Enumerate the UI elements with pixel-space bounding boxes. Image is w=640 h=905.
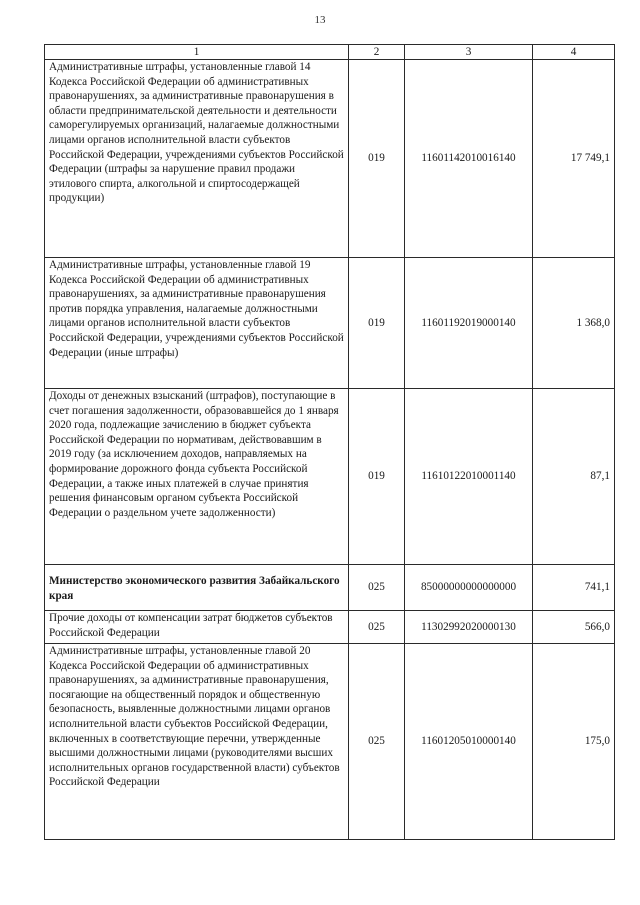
budget-classification-code: 11302992020000130: [405, 611, 533, 644]
table-row: [45, 644, 615, 840]
revenue-name: Прочие доходы от компенсации затрат бюджетов субъектов Российской Федерации: [45, 611, 349, 644]
amount: 566,0: [533, 611, 615, 644]
administrator-code: 019: [349, 258, 405, 389]
administrator-code: 025: [349, 565, 405, 611]
administrator-code: 025: [349, 611, 405, 644]
revenue-name: Министерство экономического развития Забайкальского края: [45, 565, 349, 611]
table-header-row: [45, 45, 615, 60]
column-header-3: 3: [405, 45, 533, 60]
column-header-4: 4: [533, 45, 615, 60]
budget-classification-code: 11601142010016140: [405, 60, 533, 258]
revenue-name: Административные штрафы, установленные главой 20 Кодекса Российской Федерации об административных правонарушениях, за административные правонарушения, посягающие на общественный порядок и общественную безопасность, выявленные должностными лицами органов исполнительной власти субъектов Российской Федерации, включенных в соответствующие перечни, утвержденные высшими должностными лицами (руководителями высших исполнительных органов государственной власти) субъектов Российской Федерации: [45, 644, 349, 840]
column-header-1: 1: [45, 45, 349, 60]
budget-classification-code: 11601205010000140: [405, 644, 533, 840]
amount: 17 749,1: [533, 60, 615, 258]
amount: 175,0: [533, 644, 615, 840]
table-row: [45, 565, 615, 611]
budget-classification-code: 11601192019000140: [405, 258, 533, 389]
administrator-code: 019: [349, 389, 405, 565]
administrator-code: 025: [349, 644, 405, 840]
amount: 87,1: [533, 389, 615, 565]
administrator-code: 019: [349, 60, 405, 258]
budget-classification-code: 85000000000000000: [405, 565, 533, 611]
budget-classification-code: 11610122010001140: [405, 389, 533, 565]
revenue-name: Административные штрафы, установленные главой 14 Кодекса Российской Федерации об административных правонарушениях, за административные правонарушения в области предпринимательской деятельности и деятельности саморегулируемых организаций, налагаемые должностными лицами органов исполнительной власти субъектов Российской Федерации, учреждениями субъектов Российской Федерации (штрафы за нарушение правил продажи этилового спирта, алкогольной и спиртосодержащей продукции): [45, 60, 349, 258]
amount: 1 368,0: [533, 258, 615, 389]
table-row: [45, 60, 615, 258]
table-row: [45, 611, 615, 644]
amount: 741,1: [533, 565, 615, 611]
revenue-name: Доходы от денежных взысканий (штрафов), поступающие в счет погашения задолженности, образовавшейся до 1 января 2020 года, подлежащие зачислению в бюджет субъекта Российской Федерации по нормативам, действовавшим в 2019 году (за исключением доходов, направляемых на формирование дорожного фонда субъекта Российской Федерации, а также иных платежей в случае принятия решения финансовым органом субъекта Российской Федерации о раздельном учете задолженности): [45, 389, 349, 565]
revenue-table: [44, 44, 615, 840]
revenue-name: Административные штрафы, установленные главой 19 Кодекса Российской Федерации об административных правонарушениях, за административные правонарушения против порядка управления, налагаемые должностными лицами органов исполнительной власти субъектов Российской Федерации, учреждениями субъектов Российской Федерации (иные штрафы): [45, 258, 349, 389]
page-number: 13: [314, 14, 326, 26]
table-row: [45, 389, 615, 565]
column-header-2: 2: [349, 45, 405, 60]
table-row: [45, 258, 615, 389]
